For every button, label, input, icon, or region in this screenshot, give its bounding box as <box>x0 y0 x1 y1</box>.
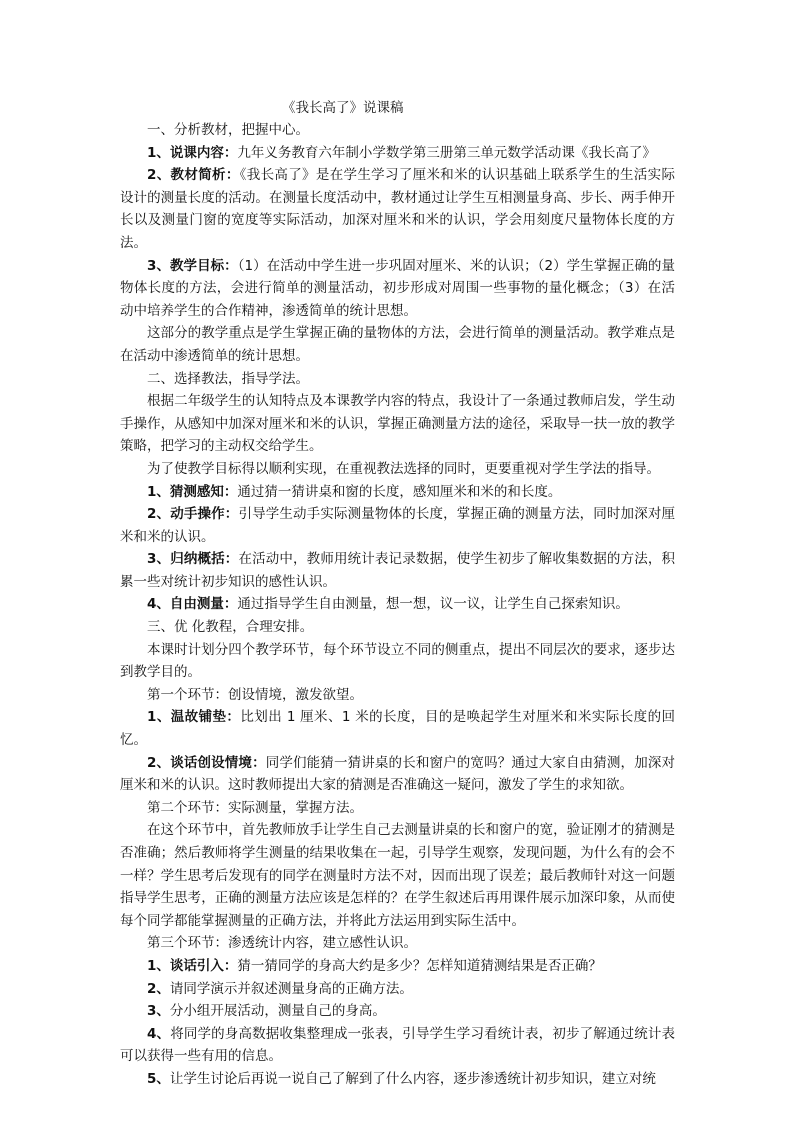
paragraph <box>120 1023 675 1068</box>
paragraph <box>120 932 675 955</box>
paragraph <box>120 368 675 391</box>
paragraph <box>120 142 675 165</box>
paragraph-label: 2、谈话创设情境： <box>147 754 266 771</box>
paragraph-text: （1）在活动中学生进一步巩固对厘米、米的认识；（2）学生掌握正确的量物体长度的方法，会进行简单的测量活动，初步形成对周围一些事物的量化概念；（3）在活动中培养学生的合作精神，渗透简单的统计思想。 <box>120 257 675 319</box>
paragraph-label: 3、教学目标： <box>147 257 238 274</box>
paragraph <box>120 503 675 548</box>
paragraph <box>120 322 675 367</box>
paragraph-text: 引导学生动手实际测量物体的长度，掌握正确的测量方法，同时加深对厘米和米的认识。 <box>120 506 675 545</box>
paragraph <box>120 390 675 458</box>
paragraph <box>120 1068 675 1091</box>
paragraph <box>120 684 675 707</box>
paragraph <box>120 819 675 932</box>
paragraph-text: 二、选择教法，指导学法。 <box>147 370 309 387</box>
paragraph-text: 第一个环节：创设情境，激发欲望。 <box>147 686 363 703</box>
paragraph-label: 1、温故铺垫： <box>147 709 241 726</box>
paragraph-label: 2、 <box>147 980 170 997</box>
paragraph <box>120 255 675 323</box>
paragraph-text: 九年义务教育六年制小学数学第三册第三单元数学活动课《我长高了》 <box>237 144 656 161</box>
paragraph-text: 《我长高了》是在学生学习了厘米和米的认识基础上联系学生的生活实际设计的测量长度的活动。在测量长度活动中，教材通过让学生互相测量身高、步长、两手伸开长以及测量门窗的宽度等实际活动，加深对厘米和米的认识，学会用刻度尺量物体长度的方法。 <box>120 167 675 251</box>
paragraph-text: 将同学的身高数据收集整理成一张表，引导学生学习看统计表，初步了解通过统计表可以获得一些有用的信息。 <box>120 1025 676 1065</box>
paragraph-text: 分小组开展活动，测量自己的身高。 <box>169 1003 386 1020</box>
paragraph <box>120 481 675 504</box>
paragraph <box>120 978 675 1001</box>
paragraph <box>120 639 675 684</box>
paragraph-text: 在活动中，教师用统计表记录数据，使学生初步了解收集数据的方法，积累一些对统计初步知识的感性认识。 <box>120 551 675 590</box>
paragraph <box>120 548 675 593</box>
paragraph-label: 4、自由测量： <box>147 596 238 613</box>
paragraph <box>120 616 675 639</box>
paragraph-text: 三、优 化教程，合理安排。 <box>147 619 314 636</box>
paragraph-text: 本课时计划分四个教学环节，每个环节设立不同的侧重点，提出不同层次的要求，逐步达到教学目的。 <box>120 641 675 681</box>
paragraph-text: 第二个环节：实际测量，掌握方法。 <box>147 799 363 816</box>
paragraph <box>120 458 675 481</box>
paragraph-text: 通过指导学生自由测量，想一想，议一议，让学生自己探索知识。 <box>237 596 629 613</box>
document-page <box>120 97 675 1091</box>
paragraph-label: 4、 <box>147 1025 171 1042</box>
paragraph-label: 3、归纳概括： <box>147 551 239 568</box>
paragraph <box>120 752 675 797</box>
document-body <box>120 119 675 1091</box>
paragraph <box>120 797 675 820</box>
paragraph-text: 这部分的教学重点是学生掌握正确的量物体的方法，会进行简单的测量活动。教学难点是在活动中渗透简单的统计思想。 <box>120 325 675 364</box>
paragraph-label: 1、谈话引入： <box>147 957 238 974</box>
paragraph-text: 一、分析教材，把握中心。 <box>147 122 309 138</box>
paragraph-label: 2、教材简析： <box>147 167 240 184</box>
paragraph-text: 为了使教学目标得以顺利实现，在重视教法选择的同时，更要重视对学生学法的指导。 <box>147 460 660 477</box>
paragraph-label: 2、动手操作： <box>147 506 239 523</box>
paragraph-text: 猜一猜同学的身高大约是多少？怎样知道猜测结果是否正确？ <box>237 957 602 974</box>
paragraph <box>120 955 675 978</box>
document-title: 《我长高了》说课稿 <box>282 100 404 116</box>
paragraph <box>120 1000 675 1023</box>
paragraph-text: 在这个环节中，首先教师放手让学生自己去测量讲桌的长和窗户的宽，验证刚才的猜测是否准确；然后教师将学生测量的结果收集在一起，引导学生观察，发现问题，为什么有的会不一样？学生思考后发现有的同学在测量时方法不对，因而出现了误差；最后教师针对这一问题指导学生思考，正确的测量方法应该是怎样的？在学生叙述后再用课件展示加深印象，从而使每个同学都能掌握测量的正确方法，并将此方法运用到实际生活中。 <box>120 822 675 929</box>
paragraph-label: 1、猜测感知： <box>147 483 238 500</box>
paragraph <box>120 164 675 254</box>
paragraph-text: 比划出 1 厘米、1 米的长度，目的是唤起学生对厘米和米实际长度的回忆。 <box>120 709 675 749</box>
paragraph <box>120 706 675 751</box>
paragraph-label: 1、说课内容： <box>147 144 238 161</box>
paragraph-text: 请同学演示并叙述测量身高的正确方法。 <box>169 980 413 997</box>
paragraph-text: 第三个环节：渗透统计内容，建立感性认识。 <box>147 935 417 952</box>
paragraph-label: 5、 <box>147 1070 170 1087</box>
paragraph-text: 根据二年级学生的认知特点及本课教学内容的特点，我设计了一条通过教师启发，学生动手操作，从感知中加深对厘米和米的认识，掌握正确测量方法的途径，采取导一扶一放的教学策略，把学习的主动权交给学生。 <box>120 393 675 455</box>
paragraph-text: 让学生讨论后再说一说自己了解到了什么内容，逐步渗透统计初步知识，建立对统 <box>169 1070 656 1087</box>
paragraph-text: 通过猜一猜讲桌和窗的长度，感知厘米和米的和长度。 <box>237 483 562 500</box>
paragraph-label: 3、 <box>147 1003 170 1020</box>
paragraph-text: 同学们能猜一猜讲桌的长和窗户的宽吗？通过大家自由猜测，加深对厘米和米的认识。这时教师提出大家的猜测是否准确这一疑问，激发了学生的求知欲。 <box>120 754 675 794</box>
paragraph <box>120 593 675 616</box>
paragraph <box>120 119 675 142</box>
